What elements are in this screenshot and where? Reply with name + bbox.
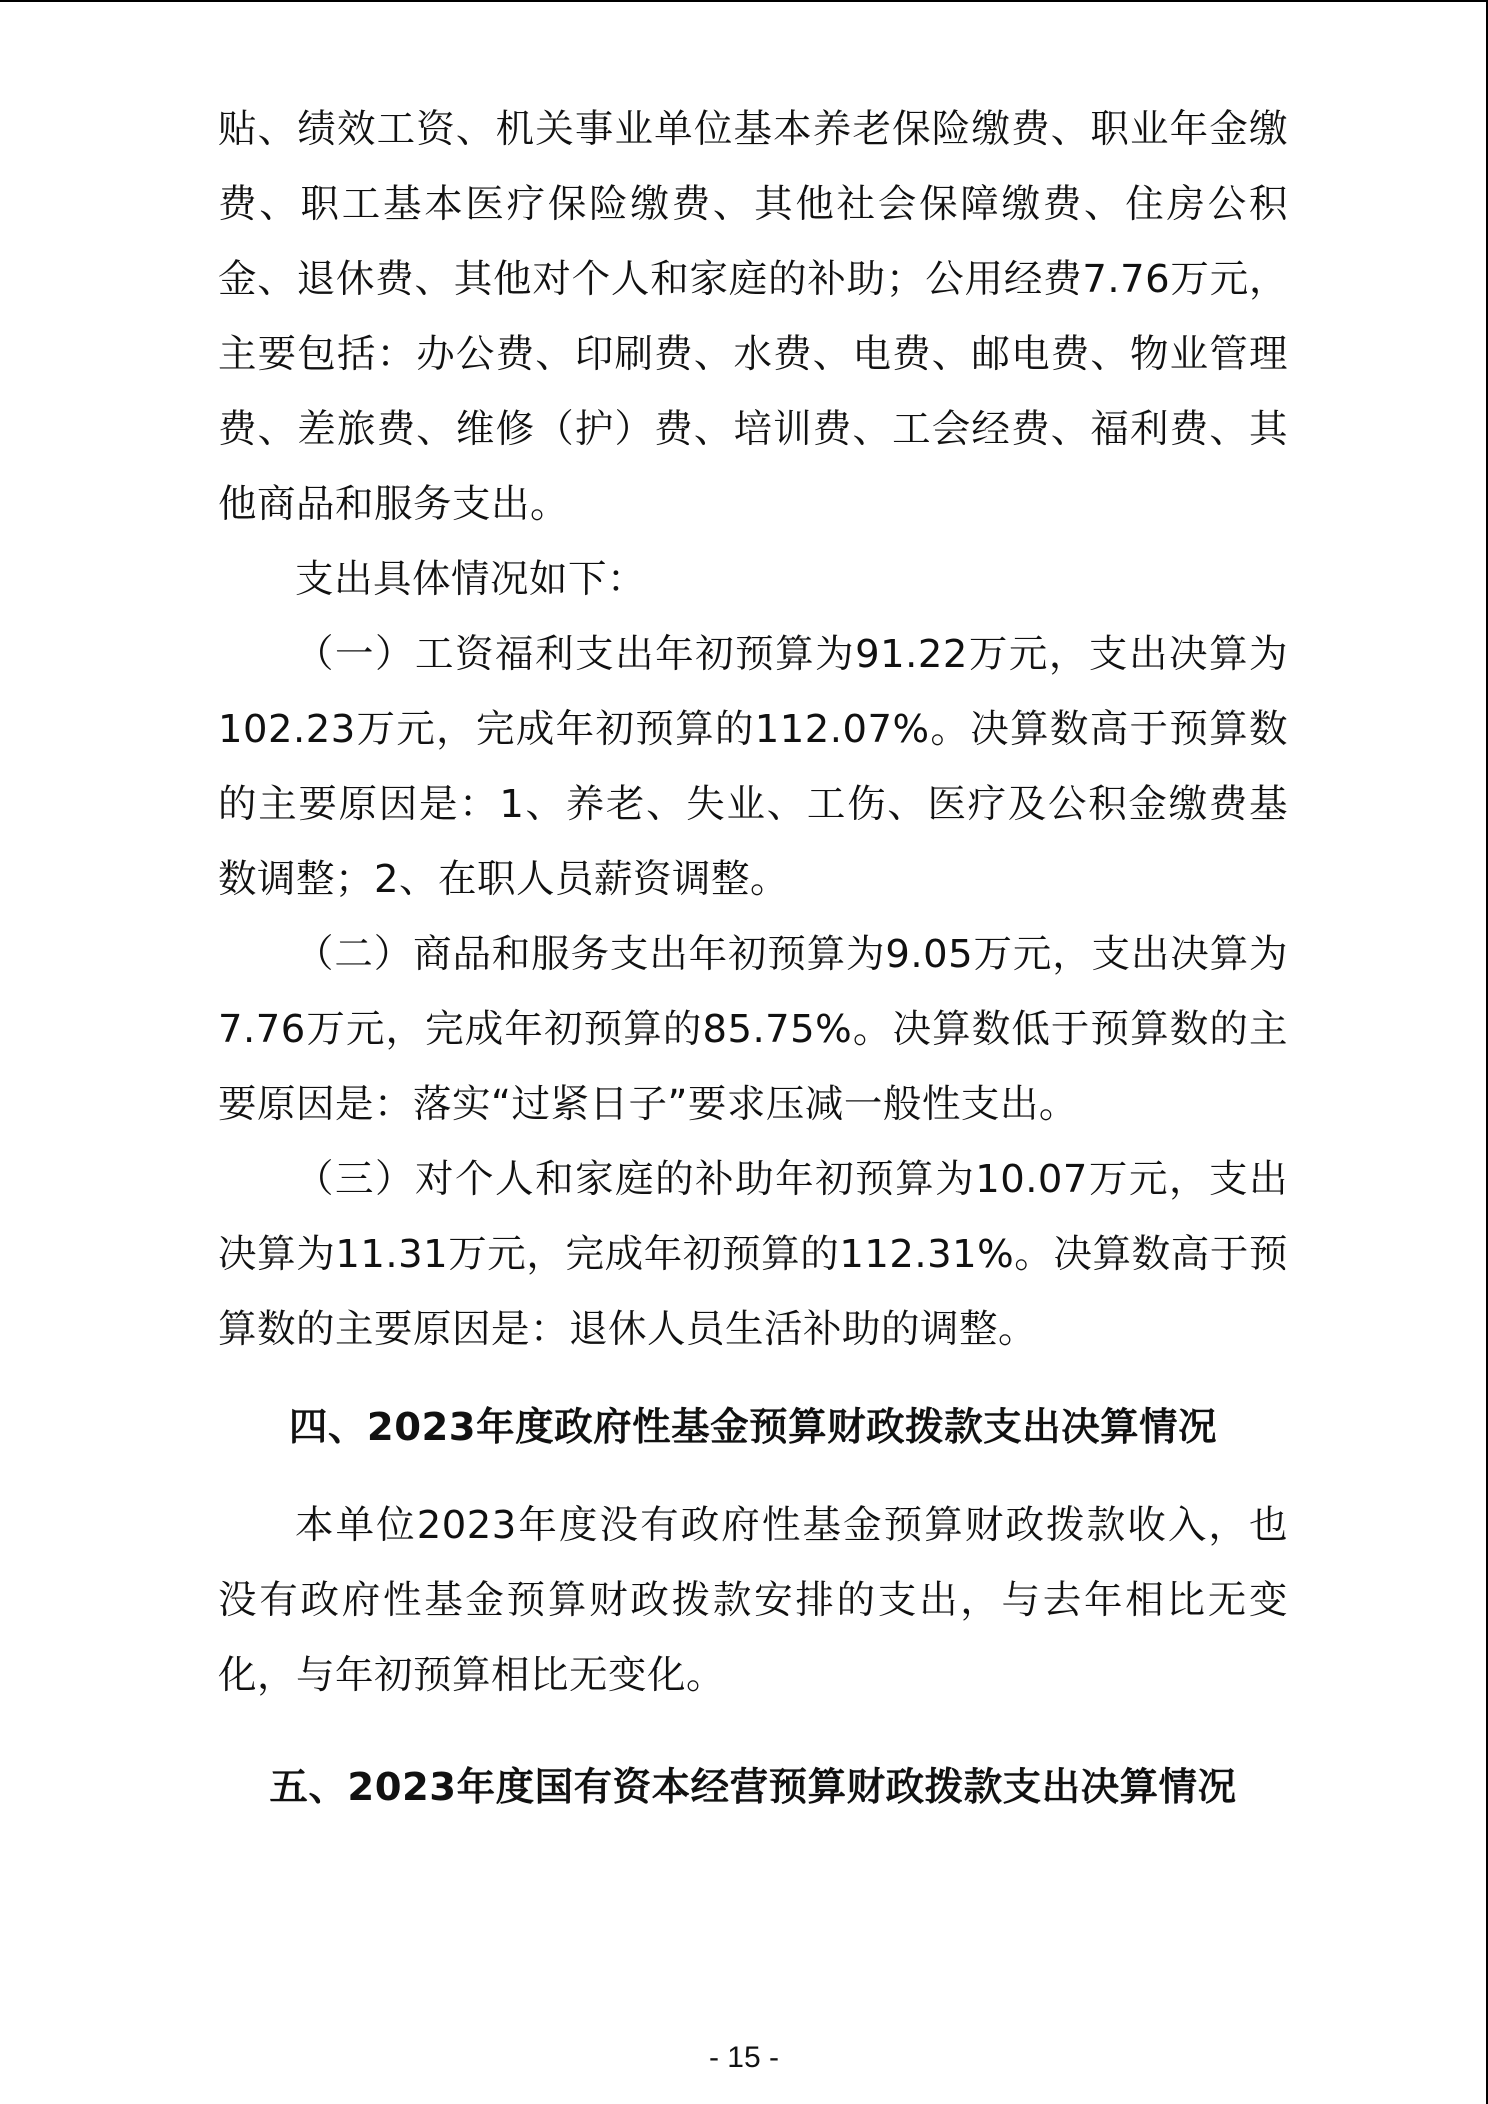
section-heading-state-capital: 五、2023年度国有资本经营预算财政拨款支出决算情况 [269,1765,1237,1810]
paragraph-government-fund: 本单位2023年度没有政府性基金预算财政拨款收入，也没有政府性基金预算财政拨款安排的支出，与去年相比无变化，与年初预算相比无变化。 [218,1503,1288,1698]
paragraph-item-household-subsidy: （三）对个人和家庭的补助年初预算为10.07万元，支出决算为11.31万元，完成年初预算的112.31%。决算数高于预算数的主要原因是：退休人员生活补助的调整。 [218,1157,1288,1352]
paragraph-basic-expenditure-continued: 贴、绩效工资、机关事业单位基本养老保险缴费、职业年金缴费、职工基本医疗保险缴费、其他社会保障缴费、住房公积金、退休费、其他对个人和家庭的补助；公用经费7.76万元，主要包括：办公费、印刷费、水费、电费、邮电费、物业管理费、差旅费、维修（护）费、培训费、工会经费、福利费、其他商品和服务支出。 [218,107,1288,527]
page-number: - 15 - [708,2041,780,2074]
paragraph-item-wages: （一）工资福利支出年初预算为91.22万元，支出决算为102.23万元，完成年初预算的112.07%。决算数高于预算数的主要原因是：1、养老、失业、工伤、医疗及公积金缴费基数调整；2、在职人员薪资调整。 [218,632,1288,902]
document-body [218,92,1288,1825]
section-heading-government-fund: 四、2023年度政府性基金预算财政拨款支出决算情况 [288,1405,1218,1450]
paragraph-expenditure-intro: 支出具体情况如下： [295,557,647,602]
page-border-top [0,0,1488,2]
paragraph-item-goods-services: （二）商品和服务支出年初预算为9.05万元，支出决算为7.76万元，完成年初预算的85.75%。决算数低于预算数的主要原因是：落实“过紧日子”要求压减一般性支出。 [218,932,1288,1127]
